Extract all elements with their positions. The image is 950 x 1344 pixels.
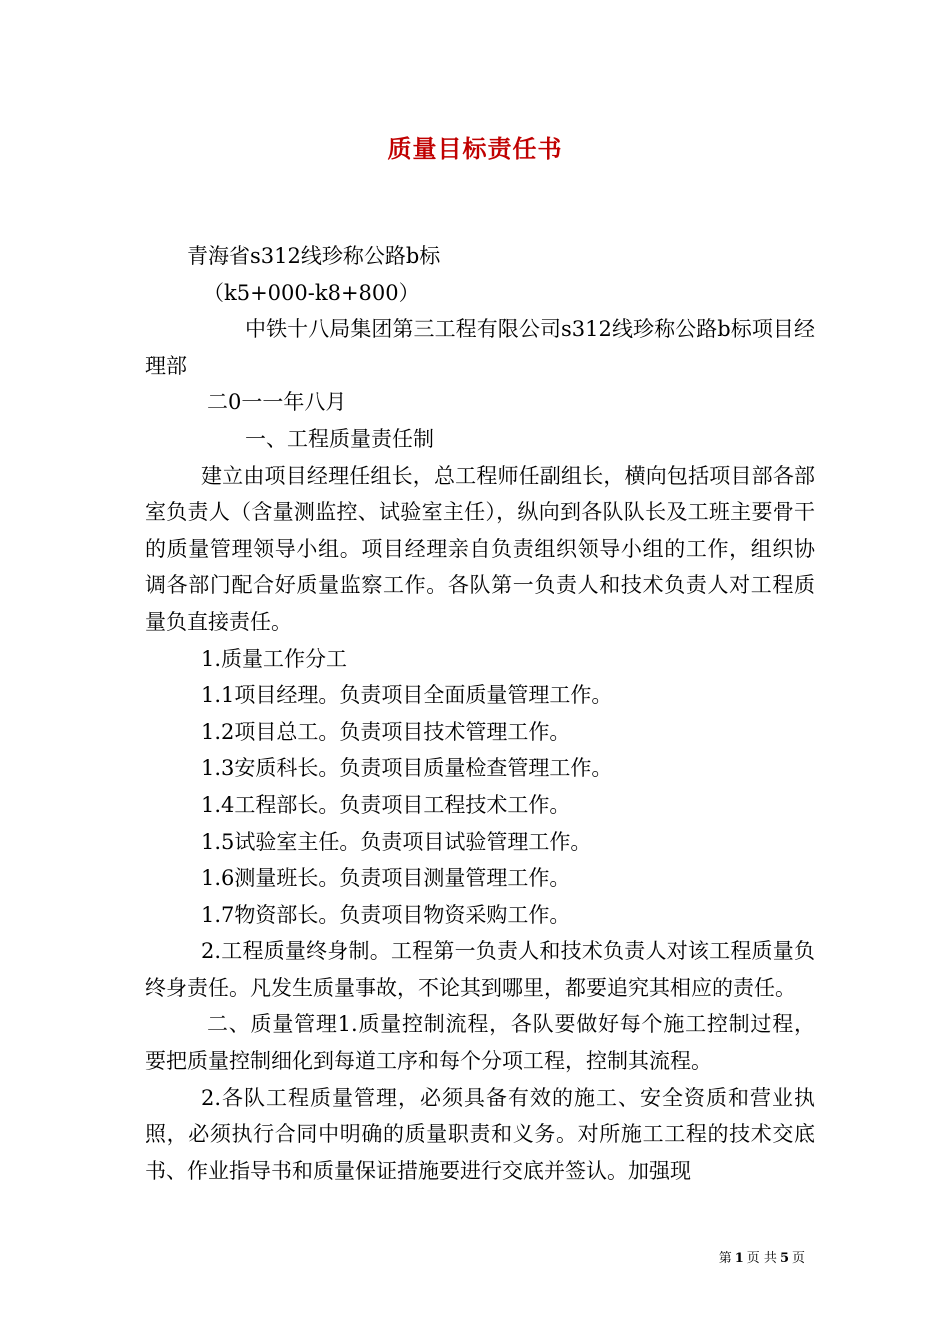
paragraph-date: 二0一一年八月 bbox=[207, 390, 347, 415]
current-page-number: 1 bbox=[734, 1251, 744, 1266]
footer-middle: 页 共 bbox=[746, 1251, 777, 1266]
paragraph-stake-range: （k5+000-k8+800） bbox=[203, 280, 420, 305]
paragraph-lifetime-responsibility: 2.工程质量终身制。工程第一负责人和技术负责人对该工程质量负终身责任。凡发生质量事故，不论其到哪里，都要追究其相应的责任。 bbox=[145, 939, 815, 1000]
list-item: 1.5试验室主任。负责项目试验管理工作。 bbox=[201, 829, 592, 854]
section-heading-2-quality-management: 二、质量管理1.质量控制流程，各队要做好每个施工控制过程，要把质量控制细化到每道工序和每个分项工程，控制其流程。 bbox=[145, 1012, 815, 1074]
list-item: 1.3安质科长。负责项目质量检查管理工作。 bbox=[201, 756, 613, 781]
total-page-count: 5 bbox=[779, 1251, 789, 1266]
document-body bbox=[145, 238, 815, 1189]
list-item: 1.1项目经理。负责项目全面质量管理工作。 bbox=[201, 683, 613, 708]
list-heading-division-of-work: 1.质量工作分工 bbox=[201, 646, 348, 671]
paragraph-team-quality-management: 2.各队工程质量管理，必须具备有效的施工、安全资质和营业执照，必须执行合同中明确的质量职责和义务。对所施工工程的技术交底书、作业指导书和质量保证措施要进行交底并签认。加强现 bbox=[145, 1085, 815, 1183]
list-item: 1.7物资部长。负责项目物资采购工作。 bbox=[201, 902, 571, 927]
paragraph-responsibility-system: 建立由项目经理任组长，总工程师任副组长，横向包括项目部各部室负责人（含量测监控、试验室主任），纵向到各队队长及工班主要骨干的质量管理领导小组。项目经理亲自负责组织领导小组的工作，组织协调各部门配合好质量监察工作。各队第一负责人和技术负责人对工程质量负直接责任。 bbox=[145, 463, 815, 634]
list-item: 1.4工程部长。负责项目工程技术工作。 bbox=[201, 792, 571, 817]
page-number-footer bbox=[719, 1250, 805, 1268]
paragraph-organization: 中铁十八局集团第三工程有限公司s312线珍称公路b标项目经理部 bbox=[145, 317, 815, 378]
footer-suffix: 页 bbox=[791, 1251, 805, 1266]
list-item: 1.6测量班长。负责项目测量管理工作。 bbox=[201, 866, 571, 891]
paragraph-project-name: 青海省s312线珍称公路b标 bbox=[187, 244, 441, 268]
footer-prefix: 第 bbox=[718, 1251, 732, 1266]
document-title: 质量目标责任书 bbox=[387, 134, 563, 163]
section-heading-1: 一、工程质量责任制 bbox=[245, 426, 434, 451]
list-item: 1.2项目总工。负责项目技术管理工作。 bbox=[201, 719, 571, 744]
